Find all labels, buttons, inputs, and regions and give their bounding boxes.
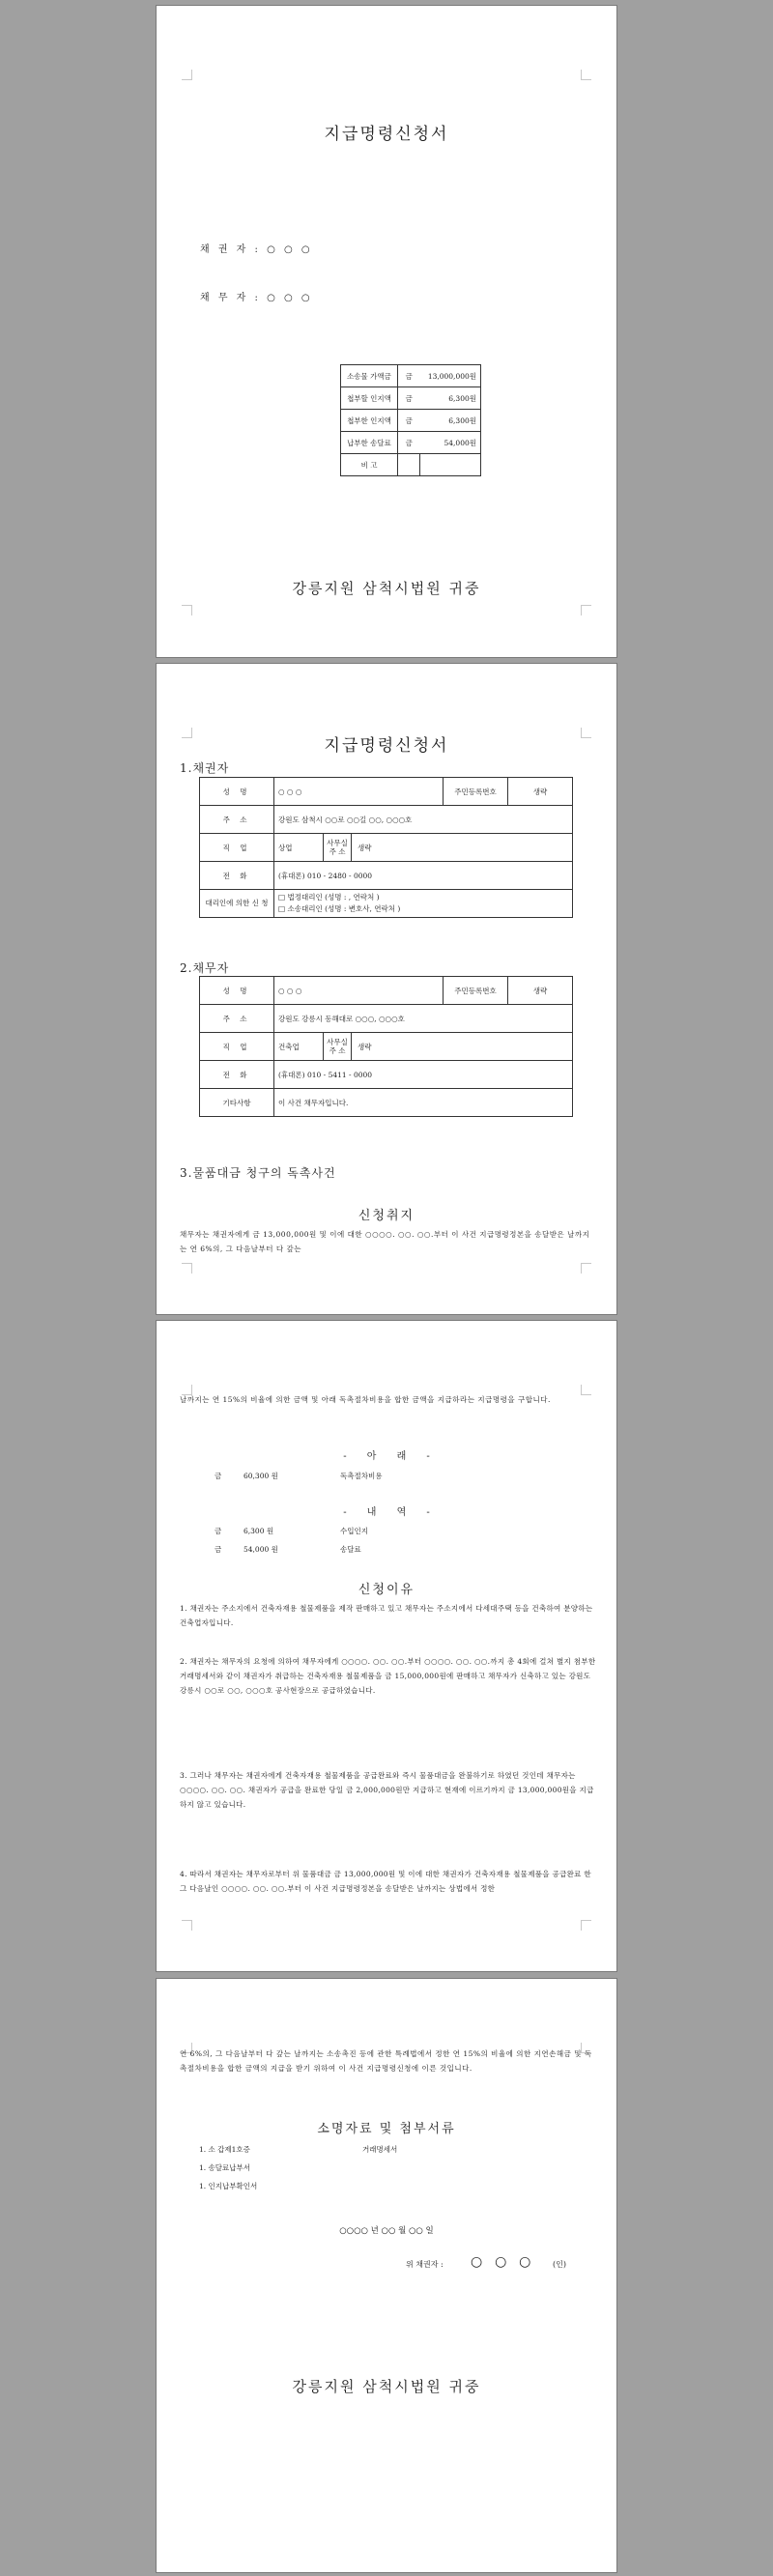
debtor-table: [199, 976, 573, 1117]
table-row: [341, 410, 481, 432]
document-title: 지급명령신청서: [324, 736, 449, 756]
continued-text: 날까지는 연 15%의 비율에 의한 금액 및 아래 독촉절차비용을 합한 금액을 지급하라는 지급명령을 구합니다.: [180, 1395, 551, 1404]
crop-mark: [182, 70, 192, 80]
cell-value: 생략: [508, 977, 573, 1005]
fee-amount: 13,000,000원: [420, 365, 481, 387]
below-amount: 60,300 원: [243, 1472, 278, 1480]
fee-table: [340, 364, 481, 476]
table-row: [200, 778, 573, 806]
fee-amount: 6,300원: [420, 410, 481, 432]
fee-label: 첩부한 인지액: [341, 410, 398, 432]
table-row: [200, 806, 573, 834]
cell-value: 생략: [358, 1042, 372, 1051]
cell-value: ○ ○ ○: [274, 778, 444, 806]
fee-unit: 금: [398, 410, 420, 432]
cell-value: (휴대폰) 010 - 5411 - 0000: [274, 1061, 573, 1089]
crop-mark: [182, 1263, 192, 1274]
cell-label: 사무실 주 소: [324, 834, 352, 861]
fee-amount: 6,300원: [420, 387, 481, 410]
evidence-desc: 거래명세서: [362, 2145, 398, 2154]
reason-item: 1. 채권자는 주소지에서 건축자재용 철물제품을 제작 판매하고 있고 채무자는 주소지에서 다세대주택 등을 건축하여 분양하는 건축업자입니다.: [180, 1604, 593, 1627]
cell-label: 주 소: [200, 1005, 274, 1033]
detail-desc: 송달료: [340, 1545, 361, 1554]
cell-value: ○ ○ ○: [274, 977, 444, 1005]
section-claim: 3.물품대금 청구의 독촉사건: [180, 1166, 336, 1180]
fee-unit: 금: [398, 432, 420, 454]
creditor-table: [199, 777, 573, 918]
cell-value: (휴대폰) 010 - 2480 - 0000: [274, 862, 573, 890]
cell-label: 성 명: [200, 977, 274, 1005]
cell-value: 생략: [508, 778, 573, 806]
signer-label: 위 채권자 :: [406, 2260, 444, 2269]
fee-label: 소송물 가액금: [341, 365, 398, 387]
table-row: [341, 365, 481, 387]
reason-item: 2. 채권자는 채무자의 요청에 의하여 채무자에게 ○○○○. ○○. ○○.부터 ○○○○. ○○. ○○.까지 총 4회에 걸쳐 별지 첨부한 거래명세서와 같이 채권자가 취급하는 건축자재용 철물제품을 금 15,000,000원에 판매하고 채무자가 신축하고 있는 강원도 강릉시 ○○로 ○○, ○○○호 공사현장으로 공급하였습니다.: [180, 1657, 596, 1695]
fee-unit: 금: [398, 365, 420, 387]
table-row: [200, 890, 573, 918]
detail-desc: 수입인지: [340, 1527, 368, 1535]
seal-mark: (인): [553, 2260, 566, 2269]
document-title: 지급명령신청서: [324, 125, 449, 144]
signer-name: ○ ○ ○: [471, 2254, 535, 2270]
cell-label: 사무실 주 소: [324, 1033, 352, 1060]
cell-value: 상업: [274, 834, 324, 861]
fee-amount: 54,000원: [420, 432, 481, 454]
filing-date: ○○○○ 년 ○○ 월 ○○ 일: [339, 2226, 434, 2236]
reason-title: 신청이유: [358, 1583, 415, 1597]
reason-item: 3. 그러나 채무자는 채권자에게 건축자재용 철물제품을 공급완료와 즉시 물품대금을 완불하기로 하였던 것인데 채무자는 ○○○○. ○○. ○○. 채권자가 공급을 완료한 당일 금 2,000,000원만 지급하고 현재에 이르기까지 금 13,000,000원을 지급하지 않고 있습니다.: [180, 1771, 594, 1809]
court-name: 강릉지원 삼척시법원 귀중: [292, 580, 481, 597]
crop-mark: [581, 605, 591, 615]
court-name: 강릉지원 삼척시법원 귀중: [292, 2378, 481, 2395]
cell-value: 건축업: [274, 1033, 324, 1060]
crop-mark: [581, 70, 591, 80]
evidence-item: 1. 소 갑제1호증: [199, 2145, 250, 2154]
detail-unit: 금: [215, 1545, 222, 1554]
cell-label: 직 업: [200, 834, 274, 862]
creditor-line: 채 권 자 : ○ ○ ○: [200, 244, 313, 255]
fee-unit: 금: [398, 387, 420, 410]
cell-label: 전 화: [200, 862, 274, 890]
section-debtor: 2.채무자: [180, 961, 230, 975]
evidence-item: 1. 인지납부확인서: [199, 2182, 258, 2190]
page-4: [156, 1978, 617, 2573]
crop-mark: [182, 1920, 192, 1931]
detail-amount: 6,300 원: [243, 1527, 274, 1535]
fee-unit: [398, 454, 420, 476]
table-row: [341, 432, 481, 454]
cell-label: 대리인에 의한 신 청: [200, 890, 274, 918]
table-row: [200, 1005, 573, 1033]
page-2: [156, 663, 617, 1315]
cell-label: 주민등록번호: [444, 778, 508, 806]
detail-amount: 54,000 원: [243, 1545, 278, 1554]
evidence-item: 1. 송달료납부서: [199, 2163, 251, 2172]
cell-value: 강원도 강릉시 동해대로 ○○○, ○○○호: [274, 1005, 573, 1033]
cell-label: 직 업: [200, 1033, 274, 1061]
table-row: [341, 454, 481, 476]
cell-label: 주 소: [200, 806, 274, 834]
purpose-text: 채무자는 채권자에게 금 13,000,000원 및 이에 대한 ○○○○. ○○. ○○.부터 이 사건 지급명령정본을 송달받은 날까지는 연 6%의, 그 다음날부터 다 갚는: [180, 1230, 590, 1253]
table-row: [200, 1061, 573, 1089]
cell-label: 전 화: [200, 1061, 274, 1089]
page-3: [156, 1320, 617, 1972]
fee-label: 첩부할 인지액: [341, 387, 398, 410]
litigation-agent-option: □ 소송대리인 (성명 : 변호사, 연락처 ): [278, 904, 401, 913]
cell-value: 강원도 삼척시 ○○로 ○○길 ○○, ○○○호: [274, 806, 573, 834]
debtor-line: 채 무 자 : ○ ○ ○: [200, 293, 313, 303]
cell-label: 성 명: [200, 778, 274, 806]
table-row: [200, 1033, 573, 1061]
below-unit: 금: [215, 1472, 222, 1480]
table-row: [200, 862, 573, 890]
table-row: [200, 1089, 573, 1117]
cell-label: 기타사항: [200, 1089, 274, 1117]
cell-label: 주민등록번호: [444, 977, 508, 1005]
legal-agent-option: □ 법정대리인 (성명 : , 연락처 ): [278, 893, 380, 902]
crop-mark: [581, 1263, 591, 1274]
crop-mark: [581, 1920, 591, 1931]
below-heading: - 아 래 -: [343, 1451, 430, 1462]
reason-item: 4. 따라서 채권자는 채무자로부터 위 물품대금 금 13,000,000원 및 이에 대한 채권자가 건축자재용 철물제품을 공급완료 한 그 다음날인 ○○○○. ○○. ○○.부터 이 사건 지급명령정본을 송달받은 날까지는 상법에서 정한: [180, 1870, 591, 1893]
table-row: [200, 977, 573, 1005]
cell-value: 생략: [358, 843, 372, 852]
page-1: [156, 5, 617, 658]
section-creditor: 1.채권자: [180, 761, 230, 775]
continued-text: 연 6%의, 그 다음날부터 다 갚는 날까지는 소송촉진 등에 관한 특례법에서 정한 연 15%의 비율에 의한 지연손해금 및 독촉절차비용을 합한 금액의 지급을 받기 위하여 이 사건 지급명령신청에 이른 것입니다.: [180, 2049, 592, 2073]
detail-unit: 금: [215, 1527, 222, 1535]
table-row: [341, 387, 481, 410]
fee-amount: [420, 454, 481, 476]
purpose-title: 신청취지: [358, 1209, 415, 1223]
evidence-title: 소명자료 및 첨부서류: [317, 2122, 456, 2136]
cell-value: 이 사건 채무자입니다.: [274, 1089, 573, 1117]
detail-heading: - 내 역 -: [343, 1507, 430, 1518]
crop-mark: [182, 605, 192, 615]
fee-label: 비 고: [341, 454, 398, 476]
table-row: [200, 834, 573, 862]
below-desc: 독촉절차비용: [340, 1472, 383, 1480]
fee-label: 납부한 송달료: [341, 432, 398, 454]
